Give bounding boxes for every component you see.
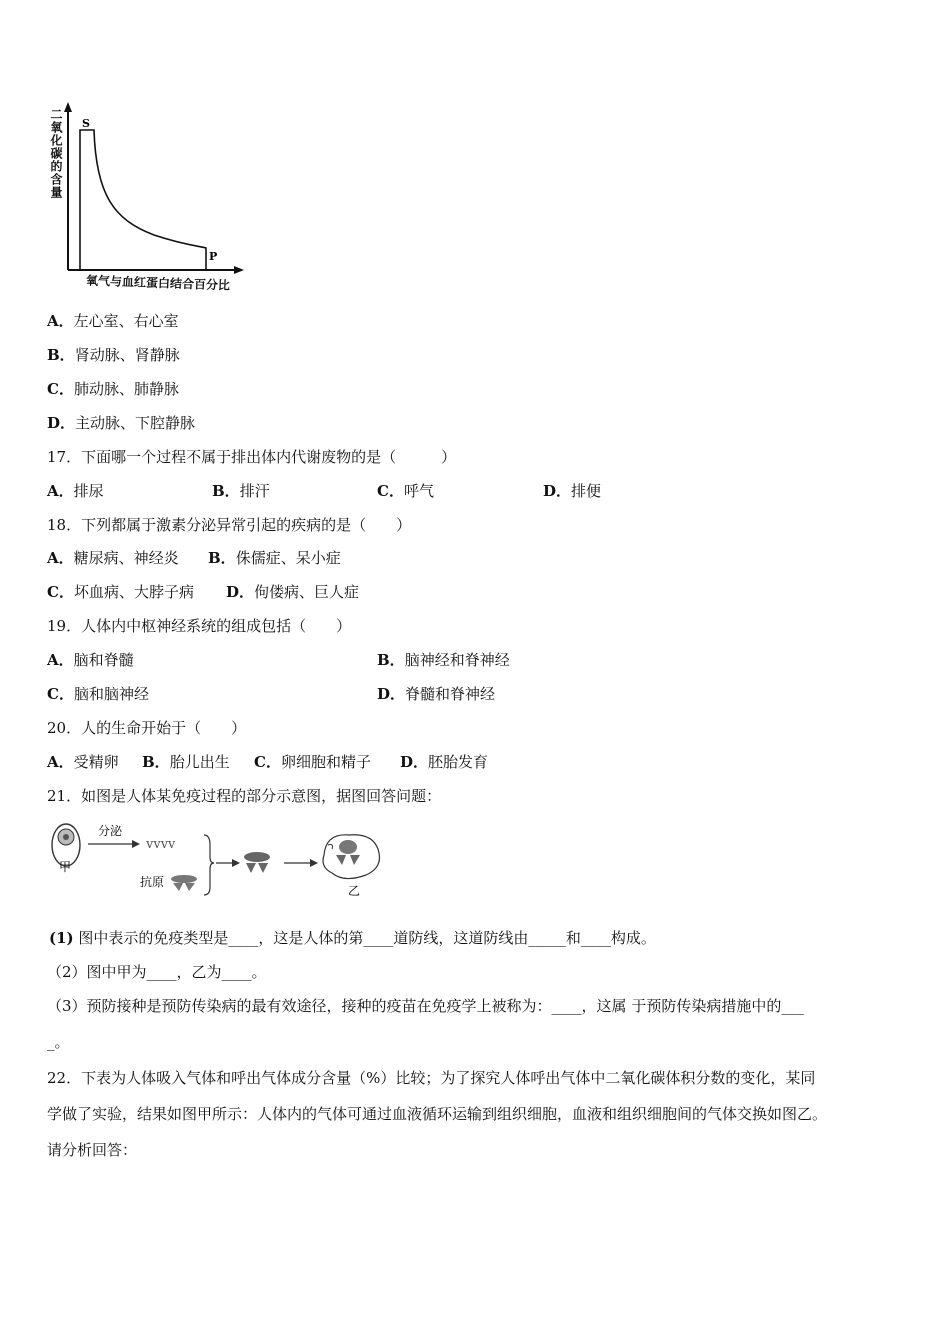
q20-option-c: C．卵细胞和精子 [254,753,371,771]
q19-stem: 19．人体内中枢神经系统的组成包括（ ） [47,617,352,635]
figure1-x-label: 氧气与血红蛋白结合百分比 [85,273,231,293]
label-antigen: 抗原 [140,875,165,889]
q17-option-d: D．排便 [543,482,602,500]
q19-option-c: C．脑和脑神经 [47,685,149,703]
q18-option-d: D．佝偻病、巨人症 [226,583,360,601]
q19-option-a: A．脑和脊髓 [47,651,134,669]
q18-stem: 18．下列都属于激素分泌异常引起的疾病的是（ ） [47,516,412,534]
q20-option-d: D．胚胎发育 [400,753,489,771]
q16-option-b: B．肾动脉、肾静脉 [47,346,180,364]
antibody-icons: ⅴⅴⅴⅴ [146,837,176,852]
figure1-y-label: 二氧化碳的含量 [49,108,63,199]
immune-process-diagram [44,815,389,900]
q21-sub3: （3）预防接种是预防传染病的最有效途径，接种的疫苗在免疫学上被称为：____，这属 于预防传染病措施中的___ [47,997,804,1015]
q20-stem: 20．人的生命开始于（ ） [47,719,247,737]
q20-option-b: B．胎儿出生 [142,753,230,771]
co2-curve-plot [44,100,259,295]
q17-option-a: A．排尿 [47,482,104,500]
q21-sub1: (1) 图中表示的免疫类型是____，这是人体的第____道防线，这道防线由_____和____构成。 [49,929,656,947]
q16-option-d: D．主动脉、下腔静脉 [47,414,196,432]
q22-line2: 学做了实验，结果如图甲所示：人体内的气体可通过血液循环运输到组织细胞，血液和组织细胞间的气体交换如图乙。 [47,1105,828,1123]
label-jia: 甲 [59,860,72,874]
q21-sub3-continued: _。 [47,1033,70,1051]
q22-line3: 请分析回答： [47,1141,138,1159]
label-yi: 乙 [348,884,361,898]
co2-curve-figure [44,100,259,295]
q17-stem: 17．下面哪一个过程不属于排出体内代谢废物的是（ ） [47,448,457,466]
q21-sub2: （2）图中甲为____，乙为____。 [47,963,267,981]
immune-process-figure [44,815,389,900]
q16-option-a: A．左心室、右心室 [47,312,179,330]
q22-line1: 22．下表为人体吸入气体和呼出气体成分含量（%）比较；为了探究人体呼出气体中二氧化碳体积分数的变化，某同 [47,1069,816,1087]
q19-option-d: D．脊髓和脊神经 [377,685,496,703]
q17-option-b: B．排汗 [212,482,270,500]
label-secrete: 分泌 [98,824,123,838]
point-p-label: P [209,250,218,263]
q20-option-a: A．受精卵 [47,753,119,771]
q17-option-c: C．呼气 [377,482,434,500]
q16-option-c: C．肺动脉、肺静脉 [47,380,179,398]
q21-stem: 21．如图是人体某免疫过程的部分示意图，据图回答问题： [47,787,442,805]
q18-option-c: C．坏血病、大脖子病 [47,583,194,601]
q19-option-b: B．脑神经和脊神经 [377,651,510,669]
q18-option-b: B．侏儒症、呆小症 [208,549,341,567]
point-s-label: S [82,117,90,130]
q18-option-a: A．糖尿病、神经炎 [47,549,179,567]
